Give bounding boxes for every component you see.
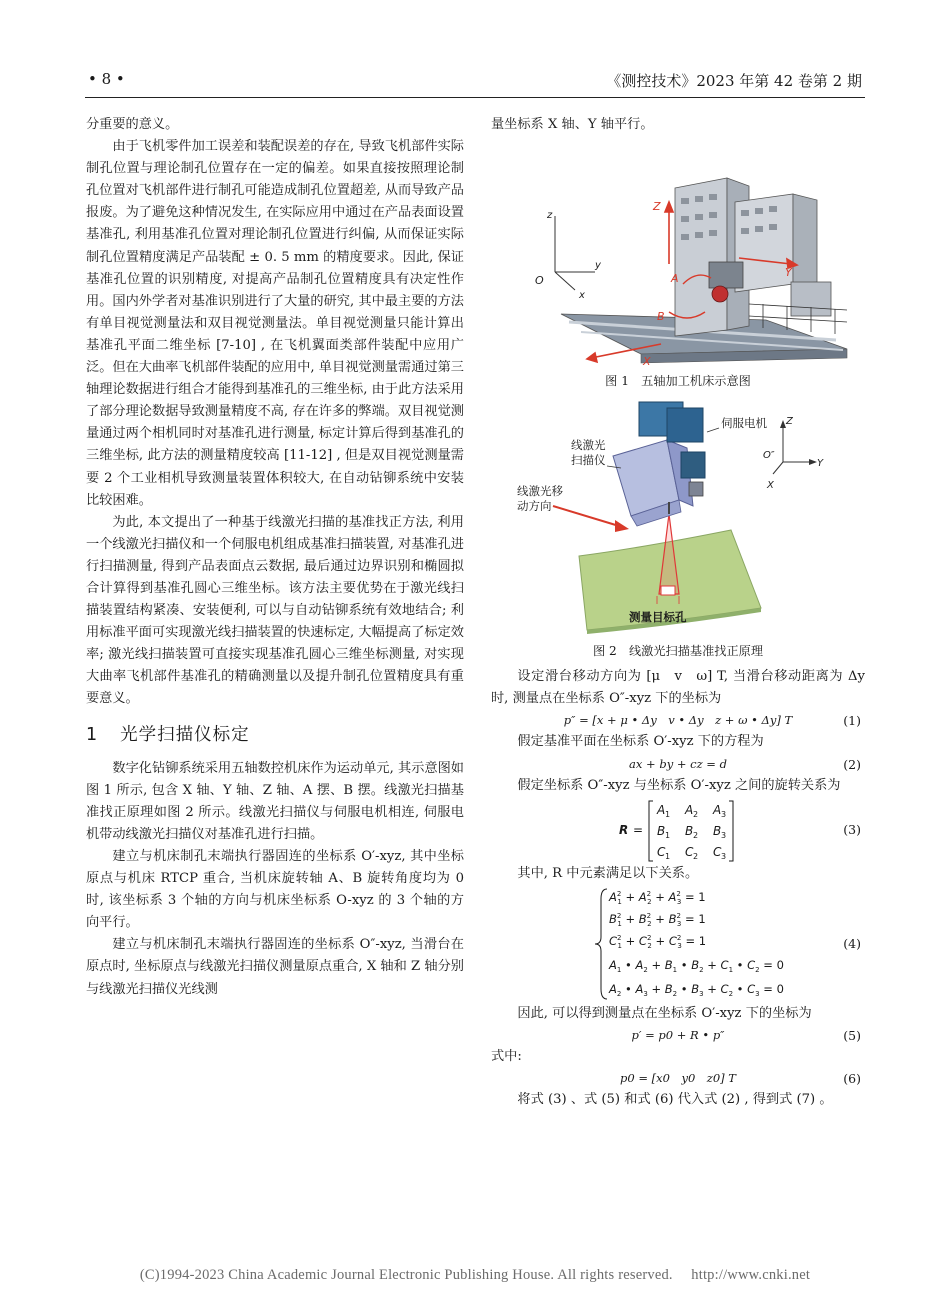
svg-text:A2 • A3 + B2 • B3 + C2 • C3 =: $A_2$ • $A_3 + B_2$ • $B_3 + C_2$ • $C_3 = 0$ bbox=[609, 981, 784, 998]
equation-1-number: (1) bbox=[843, 713, 861, 729]
paragraph: 建立与机床制孔末端执行器固连的坐标系 O′-xyz, 其中坐标原点与机床 RTCP 重合, 当机床旋转轴 A、B 旋转角度均为 0 时, 该坐标系 3 个轴的方向与机床坐标系 O-xyz 的 3 个轴的方向平行。 bbox=[86, 849, 464, 931]
svg-text:C: C bbox=[657, 844, 666, 859]
svg-text:A: A bbox=[685, 802, 694, 817]
paragraph: 其中, R 中元素满足以下关系。 bbox=[517, 865, 699, 881]
label-scanner: 线激光扫描仪 bbox=[571, 438, 606, 468]
equation-6-number: (6) bbox=[843, 1070, 861, 1086]
svg-text:A21 + A22 + A23 = 1: $A^2$ $1 + A^2$ $2 + A^2$ 3 = 1 bbox=[609, 889, 706, 906]
section-title: 光学扫描仪标定 bbox=[120, 724, 250, 745]
paragraph: 假定坐标系 O″-xyz 与坐标系 O′-xyz 之间的旋转关系为 bbox=[517, 777, 841, 793]
equation-4 bbox=[491, 885, 865, 1003]
equation-1 bbox=[491, 710, 865, 731]
equation-6-body: p0 = [x0 y0 z0] T bbox=[620, 1070, 736, 1085]
laser-scanning-illustration bbox=[491, 398, 865, 636]
label-target-hole: 测量目标孔 bbox=[629, 610, 687, 625]
paragraph: 设定滑台移动方向为 [μ v ω] T, 当滑台移动距离为 Δy 时, 测量点在坐标系 O″-xyz 下的坐标为 bbox=[491, 669, 865, 707]
svg-text:Y: Y bbox=[817, 458, 824, 470]
equation-2-number: (2) bbox=[843, 756, 861, 772]
equation-2 bbox=[491, 754, 865, 775]
svg-text:B21 + B22 + B23 = 1: $B^2$ $1 + B^2$ $2 + B^2$ 3 = 1 bbox=[609, 911, 706, 928]
equation-4-number: (4) bbox=[843, 935, 861, 951]
svg-text:A1 • A2 + B1 • B2 + C1 • C2 =: $A_1$ • $A_2 + B_1$ • $B_2 + C_1$ • $C_2 = 0$ bbox=[609, 957, 784, 974]
paragraph: 量坐标系 X 轴、Y 轴平行。 bbox=[491, 117, 654, 132]
svg-text:A: A bbox=[713, 802, 722, 817]
paragraph: 数字化钻铆系统采用五轴数控机床作为运动单元, 其示意图如图 1 所示, 包含 X 轴、Y 轴、Z 轴、A 摆、B 摆。线激光扫描基准找正原理如图 2 所示。线激光扫描仪与伺服电机相连, 伺服电机带动线激光扫描仪对基准孔进行扫描。 bbox=[86, 760, 464, 842]
rotation-matrix bbox=[491, 797, 865, 863]
svg-text:Y: Y bbox=[785, 266, 792, 280]
page-number: • 8 • bbox=[88, 70, 125, 88]
constraint-system bbox=[491, 885, 865, 1003]
label-servo: 伺服电机 bbox=[721, 416, 767, 431]
copyright-footer: (C)1994-2023 China Academic Journal Electronic Publishing House. All rights reserved. http://www.cnki.net bbox=[139, 1267, 811, 1283]
svg-text:x: x bbox=[579, 290, 585, 302]
svg-text:=: = bbox=[633, 822, 644, 837]
svg-text:X: X bbox=[767, 480, 774, 492]
figure-2-caption: 图 2 线激光扫描基准找正原理 bbox=[592, 644, 764, 659]
paragraph: 由于飞机零件加工误差和装配误差的存在, 导致飞机部件实际制孔位置与理论制孔位置存在一定的偏差。如果直接按照理论制孔位置对飞机部件进行制孔可能造成制孔位置超差, 从而导致产品报废。为了避免这种情况发生, 在实际应用中通过在产品表面设置基准孔, 利用基准孔位置对理论制孔位置进行纠偏, 从而保证实际制孔位置精度满足产品装配 ± 0. 5 mm 的精度要求。因此, 保证基准孔位置的识别精度, 对提高产品制孔位置精度具有决定性作用。国内外学者对基准识别进行了大量的研究, 其中最主要的方法有单目视觉测量法和双目视觉测量法。单目视觉测量只能计算出基准孔平面二维坐标 [7-10] , 在飞机翼面类部件装配中应用广泛。但在大曲率飞机部件装配的应用中, 单目视觉测量需通过第三轴理论数据进行组合才能得到基准孔的三维坐标, 由于此方法采用了部分理论数据导致测量精度不高, 存在许多的弊端。双目视觉测量通过两个相机同时对基准孔进行测量, 标定计算后得到基准孔的三维坐标, 此方法的测量精度较高 [11-12] , 但是双目视觉测量需要 2 个工业相机导致测量装置体积较大, 在自动钻铆系统中安装比较困难。 bbox=[86, 139, 464, 508]
svg-text:B: B bbox=[685, 823, 694, 838]
equation-3 bbox=[491, 797, 865, 863]
svg-text:Z: Z bbox=[786, 416, 793, 428]
section-heading bbox=[86, 724, 464, 746]
equation-2-body: ax + by + cz = d bbox=[629, 756, 727, 771]
svg-text:A: A bbox=[671, 272, 679, 286]
journal-header: 《测控技术》2023 年第 42 卷第 2 期 bbox=[606, 72, 862, 90]
svg-text:2: 2 bbox=[693, 809, 699, 819]
left-column bbox=[86, 114, 464, 1001]
paragraph: 建立与机床制孔末端执行器固连的坐标系 O″-xyz, 当滑台在原点时, 坐标原点与线激光扫描仪测量原点重合, X 轴和 Z 轴分别与线激光扫描仪光线测 bbox=[86, 937, 464, 997]
equation-5 bbox=[491, 1025, 865, 1046]
label-move-direction: 线激光移动方向 bbox=[517, 484, 563, 514]
svg-text:R: R bbox=[619, 822, 629, 837]
svg-text:B: B bbox=[713, 823, 722, 838]
svg-text:z: z bbox=[547, 210, 553, 222]
svg-text:3: 3 bbox=[721, 851, 727, 861]
svg-text:O″: O″ bbox=[763, 450, 775, 462]
paragraph: 假定基准平面在坐标系 O′-xyz 下的方程为 bbox=[517, 734, 764, 750]
svg-text:y: y bbox=[595, 260, 601, 272]
svg-text:B: B bbox=[657, 823, 666, 838]
svg-text:1: 1 bbox=[665, 830, 671, 840]
right-column bbox=[491, 114, 865, 1111]
svg-text:2: 2 bbox=[693, 851, 699, 861]
figure-1 bbox=[491, 144, 865, 368]
svg-text:Z: Z bbox=[653, 200, 661, 214]
svg-text:A: A bbox=[657, 802, 666, 817]
figure-1-caption: 图 1 五轴加工机床示意图 bbox=[605, 374, 751, 389]
svg-text:3: 3 bbox=[721, 809, 727, 819]
equation-6 bbox=[491, 1068, 865, 1089]
paragraph: 式中: bbox=[491, 1048, 522, 1064]
svg-text:1: 1 bbox=[665, 851, 671, 861]
figure-2 bbox=[491, 398, 865, 636]
svg-text:2: 2 bbox=[693, 830, 699, 840]
svg-text:X: X bbox=[643, 355, 651, 369]
svg-text:B: B bbox=[657, 310, 665, 324]
paragraph: 为此, 本文提出了一种基于线激光扫描的基准找正方法, 利用一个线激光扫描仪和一个伺服电机组成基准扫描装置, 对基准孔进行扫描测量, 得到产品表面点云数据, 最后通过边界识别和椭圆拟合计算得到基准孔圆心三维坐标。该方法主要优势在于激光线扫描装置结构紧凑、安装便利, 可以与自动钻铆系统有效地结合; 利用标准平面可实现激光线扫描装置的快速标定, 大幅提高了标定效率; 激光线扫描装置可直接实现基准孔圆心三维坐标测量, 对实现大曲率飞机部件基准孔的精确测量以及提升制孔位置精度具有重要意义。 bbox=[86, 514, 464, 707]
svg-text:C: C bbox=[713, 844, 722, 859]
section-number: 1 bbox=[86, 724, 99, 745]
paragraph: 因此, 可以得到测量点在坐标系 O′-xyz 下的坐标为 bbox=[517, 1005, 812, 1021]
svg-text:3: 3 bbox=[721, 830, 727, 840]
svg-text:O: O bbox=[535, 274, 544, 288]
machine-tool-illustration bbox=[491, 144, 865, 368]
equation-5-number: (5) bbox=[843, 1027, 861, 1043]
paragraph: 分重要的意义。 bbox=[86, 117, 179, 132]
paragraph: 将式 (3) 、式 (5) 和式 (6) 代入式 (2) , 得到式 (7) 。 bbox=[517, 1091, 833, 1107]
svg-text:C21 + C22 + C23 = 1: $C^2$ $1 + C^2$ $2 + C^2$ 3 = 1 bbox=[609, 933, 707, 950]
svg-text:C: C bbox=[685, 844, 694, 859]
header-rule bbox=[85, 97, 865, 98]
equation-3-number: (3) bbox=[843, 821, 861, 837]
equation-1-body: p″ = [x + μ • Δy v • Δy z + ω • Δy] T bbox=[563, 713, 793, 728]
equation-5-body: p′ = p0 + R • p″ bbox=[631, 1027, 725, 1042]
svg-text:1: 1 bbox=[665, 809, 671, 819]
